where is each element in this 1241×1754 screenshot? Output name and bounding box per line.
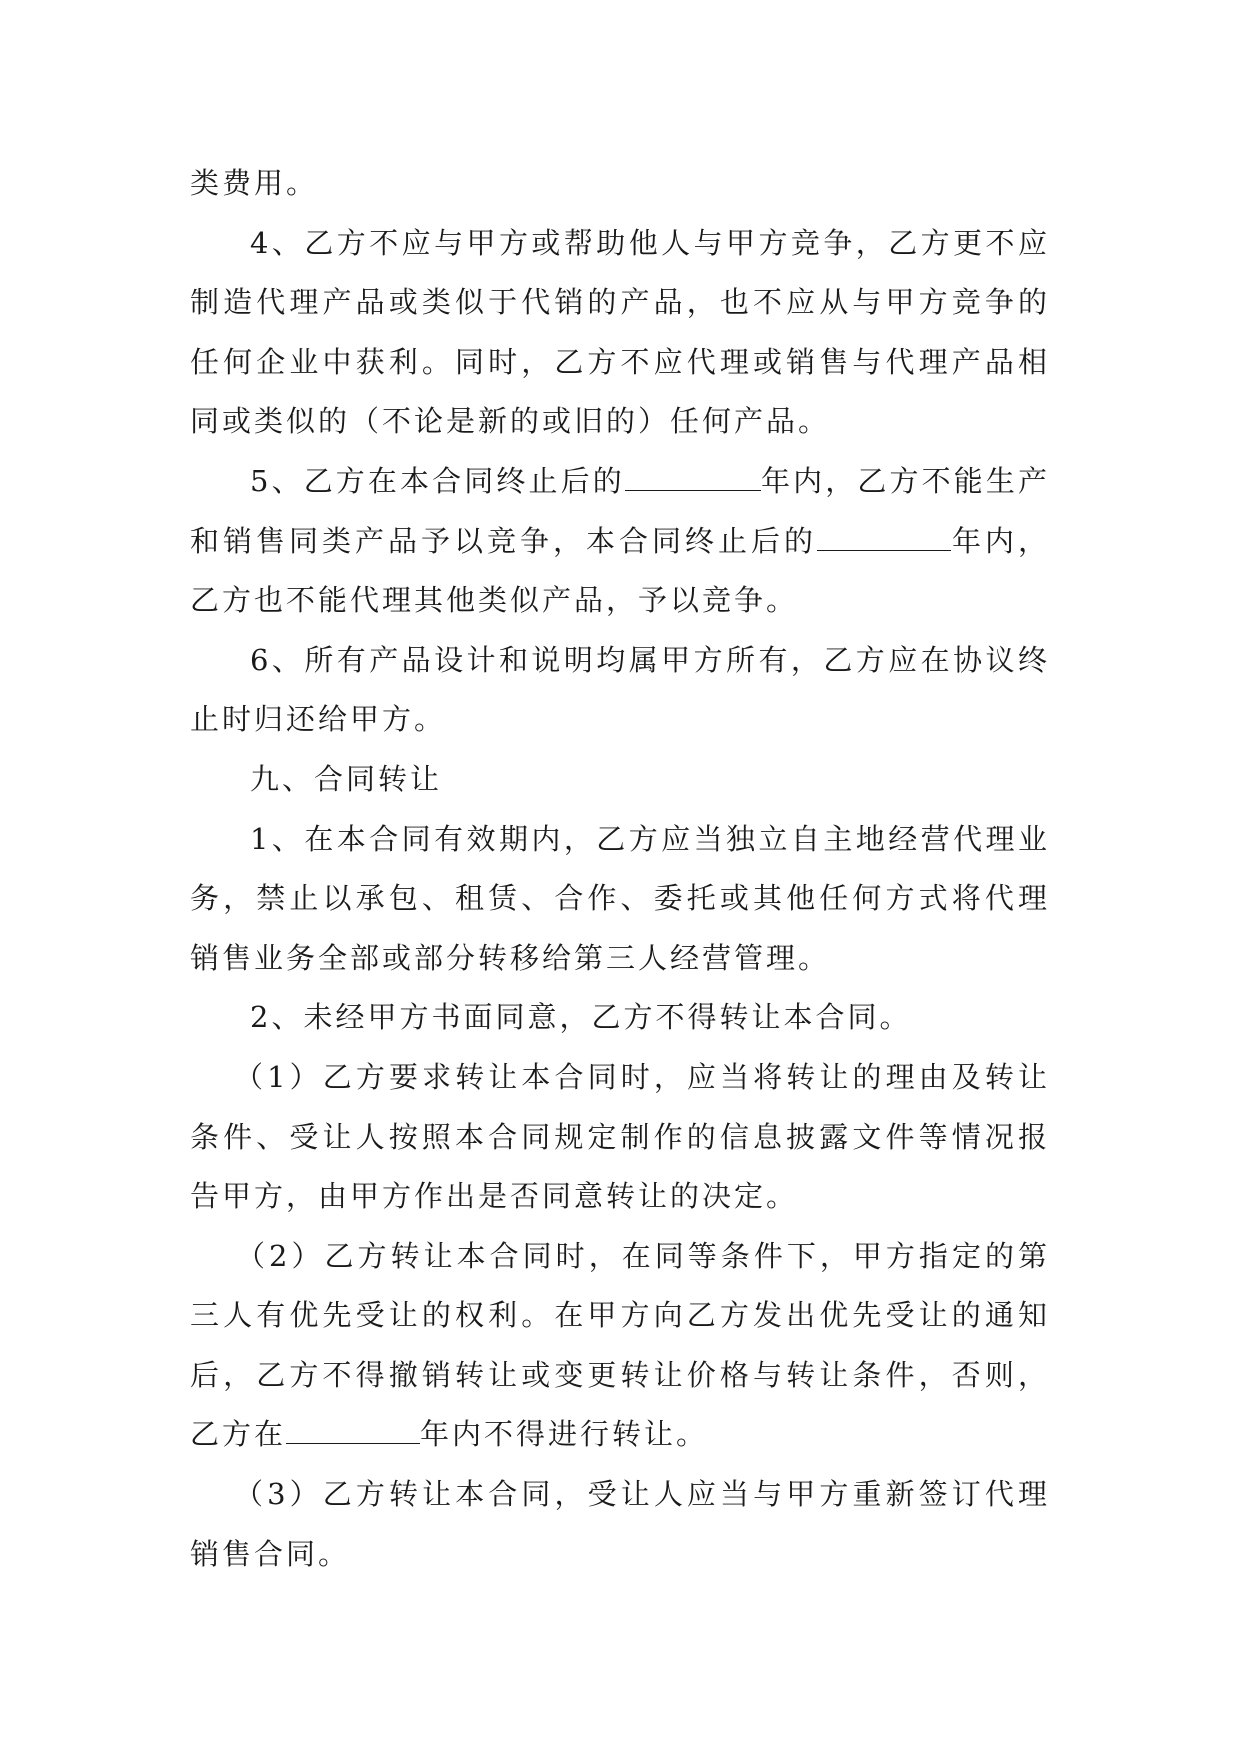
paragraph-subclause-3: （3）乙方转让本合同，受让人应当与甲方重新签订代理销售合同。 — [190, 1477, 1050, 1571]
blank-underline — [286, 1416, 420, 1445]
clause-5-text-1: 5、乙方在本合同终止后的 — [250, 463, 625, 498]
paragraph-subclause-2 — [190, 1227, 1050, 1465]
clause-5-text-3: 年内，乙方也不能代理其他类似产品，予以竞争。 — [190, 523, 1050, 618]
paragraph-subclause-1: （1）乙方要求转让本合同时，应当将转让的理由及转让条件、受让人按照本合同规定制作的信息披露文件等情况报告甲方，由甲方作出是否同意转让的决定。 — [190, 1059, 1050, 1214]
paragraph-continuation: 类费用。 — [190, 166, 319, 200]
section-heading-contract-transfer: 九、合同转让 — [250, 761, 443, 796]
paragraph-clause-4: 4、乙方不应与甲方或帮助他人与甲方竞争，乙方更不应制造代理产品或类似于代销的产品，也不应从与甲方竞争的任何企业中获利。同时，乙方不应代理或销售与代理产品相同或类似的（不论是新的或旧的）任何产品。 — [190, 225, 1050, 439]
clause-5-text-2: 年内，乙方不能生产和销售同类产品予以竞争，本合同终止后的 — [190, 463, 1050, 558]
document-body — [190, 154, 1050, 1584]
paragraph-transfer-clause-2: 2、未经甲方书面同意，乙方不得转让本合同。 — [250, 1000, 912, 1035]
subclause-2-text-2: 年内不得进行转让。 — [420, 1417, 709, 1452]
paragraph-clause-5 — [190, 452, 1050, 631]
paragraph-transfer-clause-1: 1、在本合同有效期内，乙方应当独立自主地经营代理业务，禁止以承包、租赁、合作、委托或其他任何方式将代理销售业务全部或部分转移给第三人经营管理。 — [190, 821, 1050, 975]
blank-underline — [817, 522, 951, 551]
subclause-2-text-1: （2）乙方转让本合同时，在同等条件下，甲方指定的第三人有优先受让的权利。在甲方向乙方发出优先受让的通知后，乙方不得撤销转让或变更转让价格与转让条件，否则，乙方在 — [190, 1238, 1050, 1452]
paragraph-clause-6: 6、所有产品设计和说明均属甲方所有，乙方应在协议终止时归还给甲方。 — [190, 642, 1050, 737]
blank-underline — [625, 462, 761, 491]
